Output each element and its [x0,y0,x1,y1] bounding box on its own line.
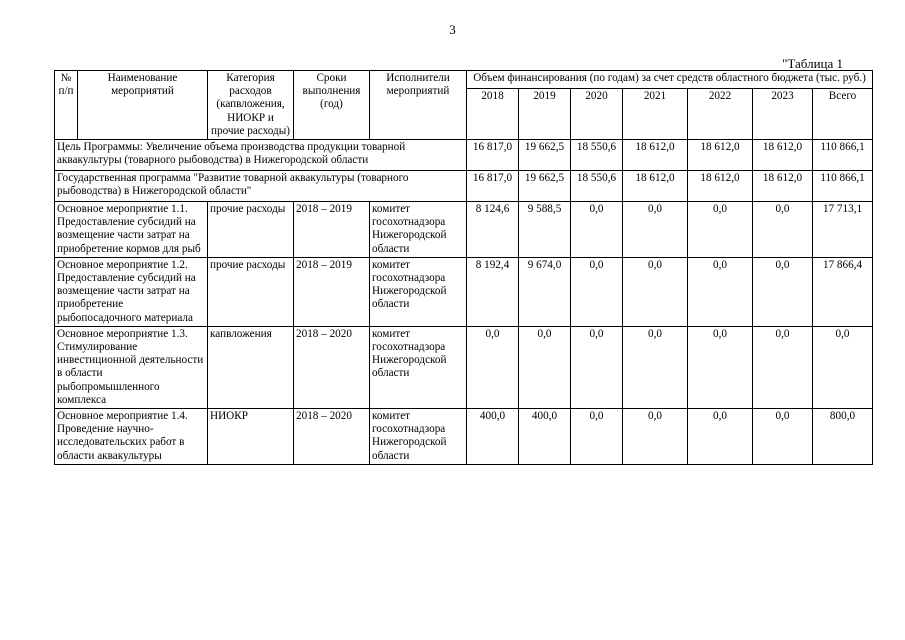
value-cell: 0,0 [467,326,519,408]
activity-name: Основное мероприятие 1.1. Предоставление субсидий на возмещение части затрат на приобретение кормов для рыб [55,202,208,258]
value-cell: 400,0 [519,409,571,465]
goal-row [55,140,873,171]
program-text: Государственная программа "Развитие товарной аквакультуры (товарного рыбоводства) в Нижегородской области" [55,171,467,202]
value-cell: 0,0 [688,257,753,326]
value-cell: 18 612,0 [688,140,753,171]
activity-period: 2018 – 2019 [294,202,370,258]
value-cell: 0,0 [753,326,813,408]
activity-executor: комитет госохотнадзора Нижегородской области [370,326,467,408]
activity-row [55,202,873,258]
value-cell: 18 550,6 [571,171,623,202]
value-cell: 0,0 [623,202,688,258]
header-year: 2023 [753,89,813,140]
activity-row [55,257,873,326]
header-year: 2019 [519,89,571,140]
activity-category: прочие расходы [208,202,294,258]
value-cell: 400,0 [467,409,519,465]
activity-category: капвложения [208,326,294,408]
page-number: 3 [449,22,456,37]
header-funding: Объем финансирования (по годам) за счет средств областного бюджета (тыс. руб.) [467,71,873,89]
value-cell: 8 192,4 [467,257,519,326]
total-cell: 110 866,1 [813,171,873,202]
value-cell: 16 817,0 [467,140,519,171]
value-cell: 0,0 [688,326,753,408]
value-cell: 0,0 [519,326,571,408]
value-cell: 0,0 [753,257,813,326]
value-cell: 0,0 [623,257,688,326]
activity-category: прочие расходы [208,257,294,326]
value-cell: 16 817,0 [467,171,519,202]
value-cell: 18 612,0 [753,171,813,202]
value-cell: 0,0 [623,326,688,408]
value-cell: 8 124,6 [467,202,519,258]
activity-period: 2018 – 2020 [294,409,370,465]
activity-name: Основное мероприятие 1.3. Стимулирование инвестиционной деятельности в области рыбопромышленного комплекса [55,326,208,408]
activity-executor: комитет госохотнадзора Нижегородской области [370,409,467,465]
value-cell: 18 612,0 [623,171,688,202]
value-cell: 19 662,5 [519,140,571,171]
total-cell: 17 866,4 [813,257,873,326]
activity-executor: комитет госохотнадзора Нижегородской области [370,202,467,258]
value-cell: 0,0 [688,409,753,465]
value-cell: 0,0 [571,326,623,408]
header-executors: Исполнители мероприятий [370,71,467,140]
header-num: № п/п [55,71,78,140]
header-year: 2022 [688,89,753,140]
value-cell: 19 662,5 [519,171,571,202]
value-cell: 0,0 [688,202,753,258]
activity-period: 2018 – 2020 [294,326,370,408]
table-caption: "Таблица 1 [782,56,843,71]
header-name: Наименование мероприятий [78,71,208,140]
activity-row [55,409,873,465]
value-cell: 0,0 [623,409,688,465]
header-period: Сроки выполнения (год) [294,71,370,140]
value-cell: 18 612,0 [753,140,813,171]
value-cell: 9 588,5 [519,202,571,258]
header-year: 2020 [571,89,623,140]
activity-executor: комитет госохотнадзора Нижегородской области [370,257,467,326]
header-total: Всего [813,89,873,140]
value-cell: 9 674,0 [519,257,571,326]
header-row [55,71,873,89]
value-cell: 0,0 [753,202,813,258]
value-cell: 0,0 [753,409,813,465]
budget-table [54,70,873,465]
value-cell: 18 612,0 [623,140,688,171]
header-category: Категория расходов (капвложения, НИОКР и прочие расходы) [208,71,294,140]
goal-text: Цель Программы: Увеличение объема производства продукции товарной аквакультуры (товарного рыбоводства) в Нижегородской области [55,140,467,171]
activity-period: 2018 – 2019 [294,257,370,326]
program-row [55,171,873,202]
value-cell: 18 550,6 [571,140,623,171]
activity-row [55,326,873,408]
activity-name: Основное мероприятие 1.2. Предоставление субсидий на возмещение части затрат на приобретение рыбопосадочного материала [55,257,208,326]
value-cell: 0,0 [571,202,623,258]
total-cell: 800,0 [813,409,873,465]
value-cell: 0,0 [571,409,623,465]
value-cell: 0,0 [571,257,623,326]
total-cell: 0,0 [813,326,873,408]
activity-name: Основное мероприятие 1.4. Проведение научно-исследовательских работ в области аквакультуры [55,409,208,465]
header-year: 2018 [467,89,519,140]
value-cell: 18 612,0 [688,171,753,202]
activity-category: НИОКР [208,409,294,465]
header-year: 2021 [623,89,688,140]
total-cell: 17 713,1 [813,202,873,258]
total-cell: 110 866,1 [813,140,873,171]
